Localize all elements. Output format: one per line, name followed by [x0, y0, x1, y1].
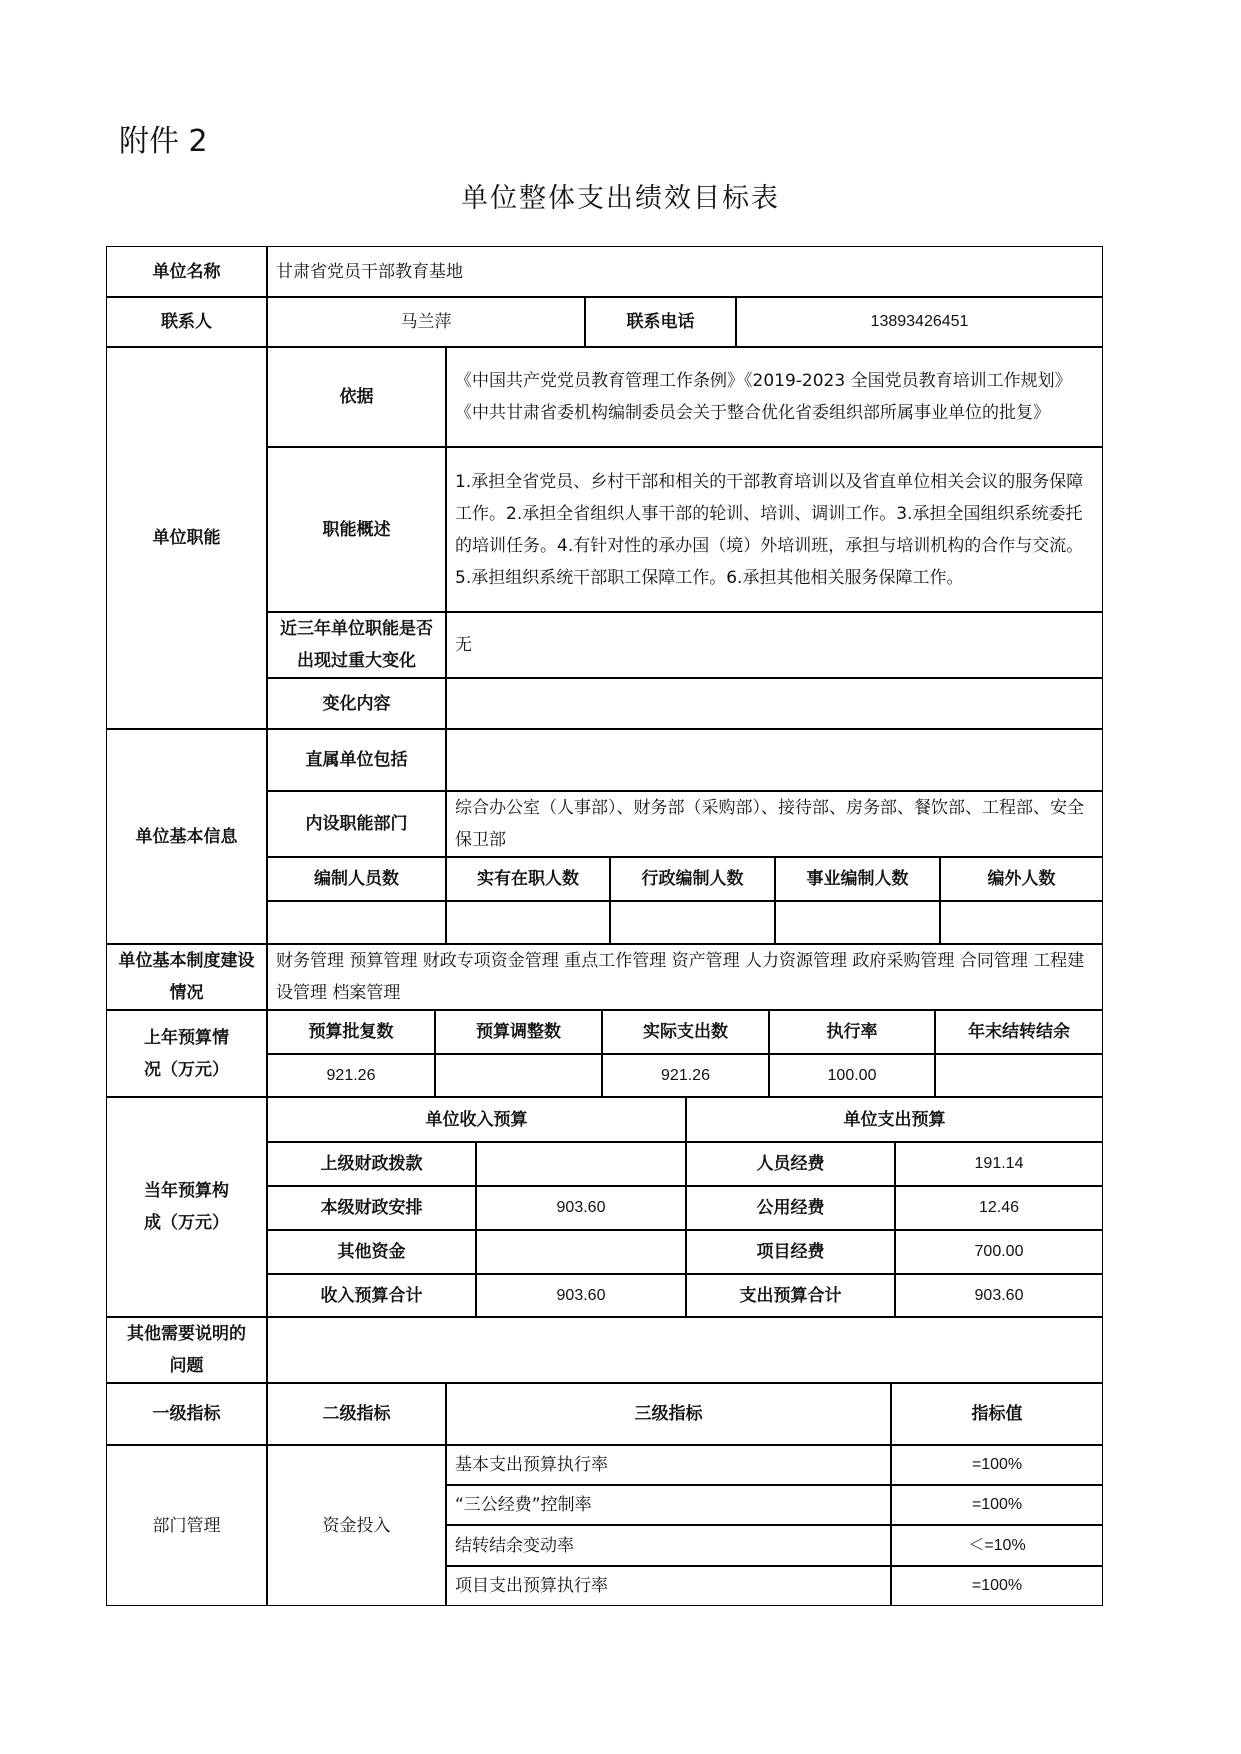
system-label-text: 单位基本制度建设情况	[118, 951, 255, 1003]
staff-header: 事业编制人数	[775, 857, 940, 901]
indicator-name: 结转结余变动率	[446, 1525, 891, 1566]
expense-label: 支出预算合计	[686, 1274, 895, 1317]
staff-value	[267, 901, 446, 944]
last-year-header: 实际支出数	[602, 1010, 769, 1054]
indicator-name: “三公经费”控制率	[446, 1485, 891, 1525]
indicator-level1: 部门管理	[106, 1445, 267, 1606]
expense-header: 单位支出预算	[686, 1097, 1103, 1142]
overview-label: 职能概述	[267, 447, 446, 612]
staff-value	[446, 901, 610, 944]
income-value: 903.60	[476, 1274, 686, 1317]
expense-value: 191.14	[895, 1142, 1103, 1186]
indicator-header: 指标值	[891, 1383, 1103, 1445]
unit-name-value: 甘肃省党员干部教育基地	[267, 246, 1103, 297]
basis-label: 依据	[267, 347, 446, 447]
indicator-value: =100%	[891, 1445, 1103, 1485]
basic-info-label: 单位基本信息	[106, 729, 267, 944]
change-content-label: 变化内容	[267, 678, 446, 729]
expense-value: 12.46	[895, 1186, 1103, 1230]
other-value	[267, 1317, 1103, 1383]
system-label	[106, 944, 267, 1010]
subordinate-label: 直属单位包括	[267, 729, 446, 791]
departments-label: 内设职能部门	[267, 791, 446, 857]
phone-value: 13893426451	[736, 297, 1103, 347]
other-label	[106, 1317, 267, 1383]
indicator-value: =100%	[891, 1566, 1103, 1606]
expense-label: 人员经费	[686, 1142, 895, 1186]
income-value	[476, 1142, 686, 1186]
functions-label: 单位职能	[106, 347, 267, 729]
subordinate-value	[446, 729, 1103, 791]
income-value	[476, 1230, 686, 1274]
change-content-value	[446, 678, 1103, 729]
expense-value: 700.00	[895, 1230, 1103, 1274]
other-label-text: 其他需要说明的问题	[127, 1324, 246, 1376]
indicator-name: 基本支出预算执行率	[446, 1445, 891, 1485]
basis-text: 《中国共产党党员教育管理工作条例》《2019-2023 全国党员教育培训工作规划》《中共甘肃省委机构编制委员会关于整合优化省委组织部所属事业单位的批复》	[455, 371, 1072, 423]
last-year-header: 预算批复数	[267, 1010, 435, 1054]
system-value	[267, 944, 1103, 1010]
last-year-header: 预算调整数	[435, 1010, 602, 1054]
last-year-value: 921.26	[267, 1054, 435, 1097]
staff-header: 编制人员数	[267, 857, 446, 901]
staff-value	[940, 901, 1103, 944]
indicator-header: 一级指标	[106, 1383, 267, 1445]
attachment-label: 附件 2	[119, 124, 208, 159]
contact-label: 联系人	[106, 297, 267, 347]
last-year-header: 执行率	[769, 1010, 935, 1054]
phone-label: 联系电话	[585, 297, 736, 347]
expense-label: 公用经费	[686, 1186, 895, 1230]
last-year-value: 100.00	[769, 1054, 935, 1097]
staff-value	[775, 901, 940, 944]
change-label	[267, 612, 446, 678]
indicator-value: ＜=10%	[891, 1525, 1103, 1566]
system-text: 财务管理 预算管理 财政专项资金管理 重点工作管理 资产管理 人力资源管理 政府采购管理 合同管理 工程建设管理 档案管理	[276, 951, 1085, 1003]
page-title: 单位整体支出绩效目标表	[461, 183, 780, 214]
overview-text: 1.承担全省党员、乡村干部和相关的干部教育培训以及省直单位相关会议的服务保障工作。2.承担全省组织人事干部的轮训、培训、调训工作。3.承担全国组织系统委托的培训任务。4.有针对性的承办国（境）外培训班，承担与培训机构的合作与交流。5.承担组织系统干部职工保障工作。6.承担其他相关服务保障工作。	[455, 471, 1084, 588]
departments-value	[446, 791, 1103, 857]
staff-header: 行政编制人数	[610, 857, 775, 901]
indicator-name: 项目支出预算执行率	[446, 1566, 891, 1606]
staff-header: 编外人数	[940, 857, 1103, 901]
income-label: 收入预算合计	[267, 1274, 476, 1317]
change-value: 无	[446, 612, 1103, 678]
basis-value	[446, 347, 1103, 447]
income-label: 其他资金	[267, 1230, 476, 1274]
last-year-header: 年末结转结余	[935, 1010, 1103, 1054]
staff-value	[610, 901, 775, 944]
income-header: 单位收入预算	[267, 1097, 686, 1142]
income-value: 903.60	[476, 1186, 686, 1230]
expense-value: 903.60	[895, 1274, 1103, 1317]
unit-name-label: 单位名称	[106, 246, 267, 297]
indicator-header: 二级指标	[267, 1383, 446, 1445]
income-label: 上级财政拨款	[267, 1142, 476, 1186]
last-year-label-text: 上年预算情况（万元）	[144, 1027, 229, 1080]
indicator-header: 三级指标	[446, 1383, 891, 1445]
current-year-label	[106, 1097, 267, 1317]
overview-value	[446, 447, 1103, 612]
staff-header: 实有在职人数	[446, 857, 610, 901]
indicator-level2: 资金投入	[267, 1445, 446, 1606]
performance-table	[107, 247, 1104, 1607]
change-label-text: 近三年单位职能是否出现过重大变化	[280, 619, 433, 671]
departments-text: 综合办公室（人事部）、财务部（采购部）、接待部、房务部、餐饮部、工程部、安全保卫部	[455, 798, 1084, 850]
indicator-value: =100%	[891, 1485, 1103, 1525]
last-year-value	[435, 1054, 602, 1097]
last-year-value: 921.26	[602, 1054, 769, 1097]
contact-value: 马兰萍	[267, 297, 585, 347]
expense-label: 项目经费	[686, 1230, 895, 1274]
last-year-value	[935, 1054, 1103, 1097]
last-year-label	[106, 1010, 267, 1097]
current-year-label-text: 当年预算构成（万元）	[144, 1181, 229, 1233]
income-label: 本级财政安排	[267, 1186, 476, 1230]
